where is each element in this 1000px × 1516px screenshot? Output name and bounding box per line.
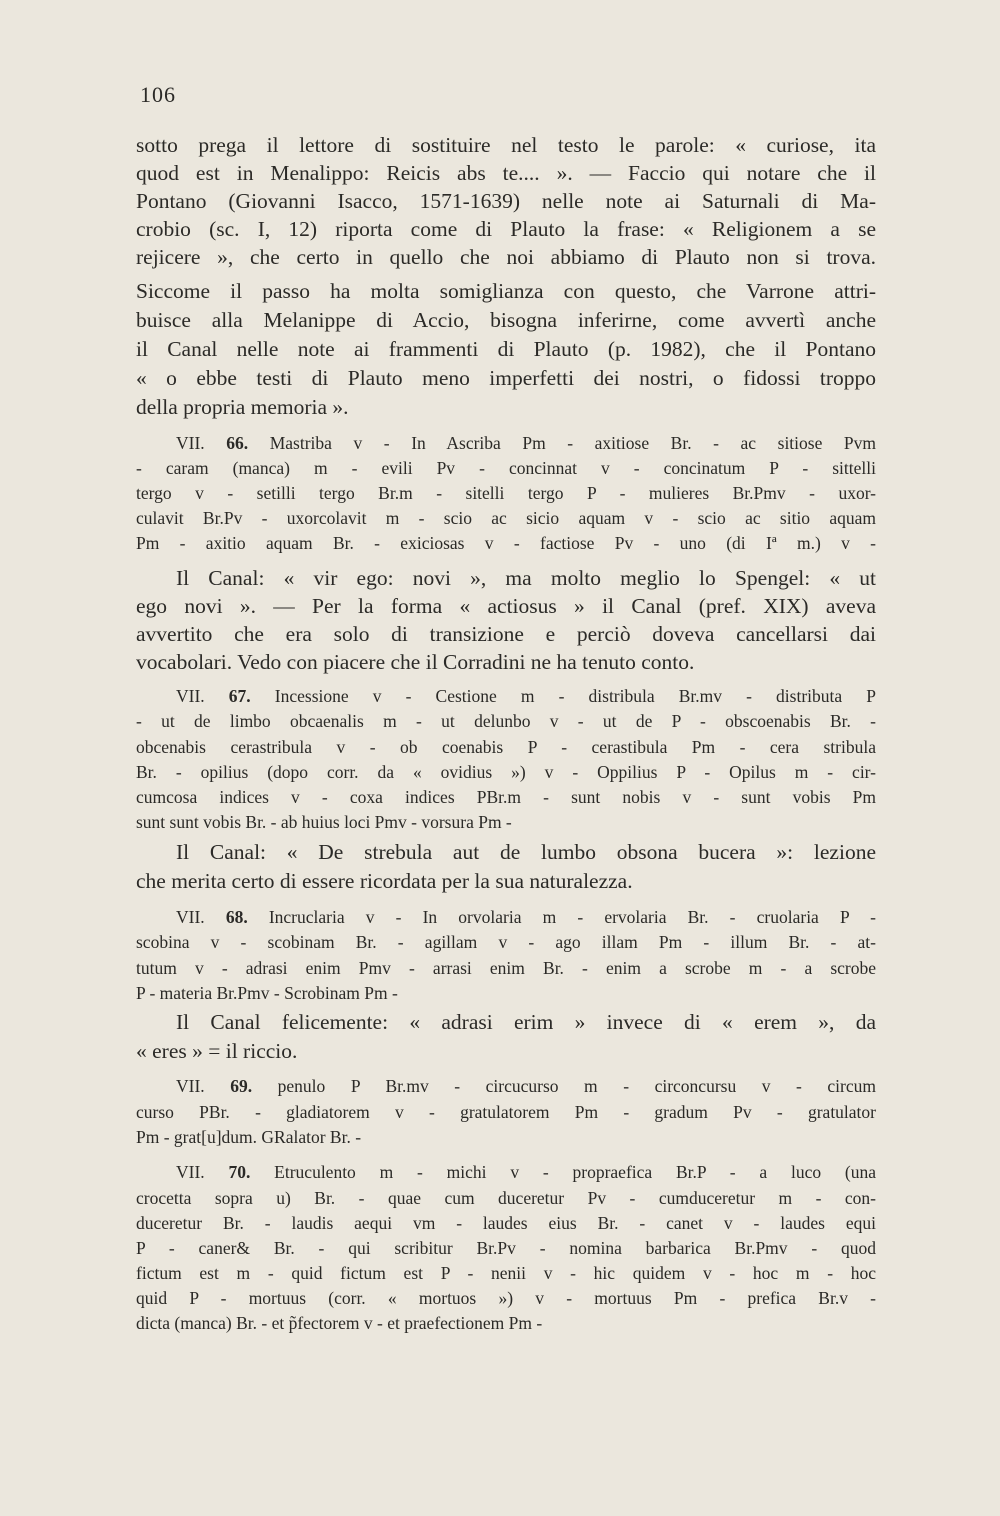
section-number: 67. xyxy=(228,686,251,706)
section-text: Etruculento m - michi v - propraefica Br.P - a luco (una xyxy=(274,1162,877,1182)
intro-line: buisce alla Melanippe di Accio, bisogna inferirne, come avvertì anche xyxy=(136,308,876,332)
section-text: penulo P Br.mv - circucurso m - circoncursu v - circum xyxy=(277,1076,876,1096)
intro-line: Pontano (Giovanni Isacco, 1571-1639) nelle note ai Saturnali di Ma- xyxy=(136,189,876,213)
section-69-first-line xyxy=(176,1076,876,1097)
section-text: Mastriba v - In Ascriba Pm - axitiose Br. - ac sitiose Pvm xyxy=(269,433,877,453)
section-66-line: tergo v - setilli tergo Br.m - sitelli tergo P - mulieres Br.Pmv - uxor- xyxy=(136,483,876,503)
section-number: 70. xyxy=(228,1162,251,1182)
section-67-line: obcenabis cerastribula v - ob coenabis P - cerastibula Pm - cera stribula xyxy=(136,737,876,757)
section-68-line: P - materia Br.Pmv - Scrobinam Pm - xyxy=(136,983,398,1003)
intro-line: sotto prega il lettore di sostituire nel testo le parole: « curiose, ita xyxy=(136,133,876,157)
section-66-line: culavit Br.Pv - uxorcolavit m - scio ac sicio aquam v - scio ac sitio aquam xyxy=(136,508,876,528)
section-66-line: - caram (manca) m - evili Pv - concinnat v - concinatum P - sittelli xyxy=(136,458,876,478)
section-67-line: sunt sunt vobis Br. - ab huius loci Pmv - vorsura Pm - xyxy=(136,812,512,832)
section-67-line: Br. - opilius (dopo corr. da « ovidius ») v - Oppilius P - Opilus m - cir- xyxy=(136,762,876,782)
intro-line: quod est in Menalippo: Reicis abs te.... ». — Faccio qui notare che il xyxy=(136,161,876,185)
section-68-line: tutum v - adrasi enim Pmv - arrasi enim Br. - enim a scrobe m - a scrobe xyxy=(136,958,876,978)
comment-66-line: ego novi ». — Per la forma « actiosus » il Canal (pref. XIX) aveva xyxy=(136,594,876,618)
section-label: VII. xyxy=(176,907,205,927)
section-label: VII. xyxy=(176,1162,205,1182)
intro-line: Siccome il passo ha molta somiglianza con questo, che Varrone attri- xyxy=(136,279,876,303)
section-number: 68. xyxy=(225,907,248,927)
intro-line: della propria memoria ». xyxy=(136,395,349,419)
section-68-line: scobina v - scobinam Br. - agillam v - ago illam Pm - illum Br. - at- xyxy=(136,932,876,952)
intro-line: « o ebbe testi di Plauto meno imperfetti dei nostri, o fidossi troppo xyxy=(136,366,876,390)
comment-66-line: avvertito che era solo di transizione e perciò doveva cancellarsi dai xyxy=(136,622,876,646)
section-70-line: duceretur Br. - laudis aequi vm - laudes eius Br. - canet v - laudes equi xyxy=(136,1213,876,1233)
section-68-first-line xyxy=(176,907,876,928)
section-66-first-line xyxy=(176,433,876,454)
section-label: VII. xyxy=(176,686,205,706)
section-70-line: fictum est m - quid fictum est P - nenii v - hic quidem v - hoc m - hoc xyxy=(136,1263,876,1283)
section-70-line: P - caner& Br. - qui scribitur Br.Pv - nomina barbarica Br.Pmv - quod xyxy=(136,1238,876,1258)
comment-67-line: che merita certo di essere ricordata per la sua naturalezza. xyxy=(136,869,633,893)
section-70-first-line xyxy=(176,1162,876,1183)
section-69-line: Pm - grat[u]dum. GRalator Br. - xyxy=(136,1127,362,1147)
section-text: Incessione v - Cestione m - distribula Br.mv - distributa P xyxy=(274,686,876,706)
section-label: VII. xyxy=(176,433,205,453)
comment-67-line: Il Canal: « De strebula aut de lumbo obsona bucera »: lezione xyxy=(176,840,876,864)
intro-line: rejicere », che certo in quello che noi abbiamo di Plauto non si trova. xyxy=(136,245,876,269)
section-number: 69. xyxy=(230,1076,253,1096)
section-text: Incruclaria v - In orvolaria m - ervolaria Br. - cruolaria P - xyxy=(268,907,877,927)
section-number: 66. xyxy=(226,433,249,453)
comment-68-line: « eres » = il riccio. xyxy=(136,1039,298,1063)
intro-line: il Canal nelle note ai frammenti di Plauto (p. 1982), che il Pontano xyxy=(136,337,876,361)
section-66-line: Pm - axitio aquam Br. - exiciosas v - factiose Pv - uno (di Iª m.) v - xyxy=(136,533,876,553)
comment-66-line: Il Canal: « vir ego: novi », ma molto meglio lo Spengel: « ut xyxy=(176,566,876,590)
comment-66-line: vocabolari. Vedo con piacere che il Corradini ne ha tenuto conto. xyxy=(136,650,695,674)
section-70-line: crocetta sopra u) Br. - quae cum duceretur Pv - cumduceretur m - con- xyxy=(136,1188,876,1208)
section-67-line: cumcosa indices v - coxa indices PBr.m - sunt nobis v - sunt vobis Pm xyxy=(136,787,876,807)
section-70-line: quid P - mortuus (corr. « mortuos ») v - mortuus Pm - prefica Br.v - xyxy=(136,1288,876,1308)
comment-68-line: Il Canal felicemente: « adrasi erim » invece di « erem », da xyxy=(176,1010,876,1034)
section-70-line: dicta (manca) Br. - et p̃fectorem v - et praefectionem Pm - xyxy=(136,1313,543,1333)
intro-line: crobio (sc. I, 12) riporta come di Plauto la frase: « Religionem a se xyxy=(136,217,876,241)
section-label: VII. xyxy=(176,1076,205,1096)
section-67-first-line xyxy=(176,686,876,707)
section-69-line: curso PBr. - gladiatorem v - gratulatorem Pm - gradum Pv - gratulator xyxy=(136,1102,876,1122)
page-number: 106 xyxy=(140,82,176,107)
section-67-line: - ut de limbo obcaenalis m - ut delunbo v - ut de P - obscoenabis Br. - xyxy=(136,711,876,731)
